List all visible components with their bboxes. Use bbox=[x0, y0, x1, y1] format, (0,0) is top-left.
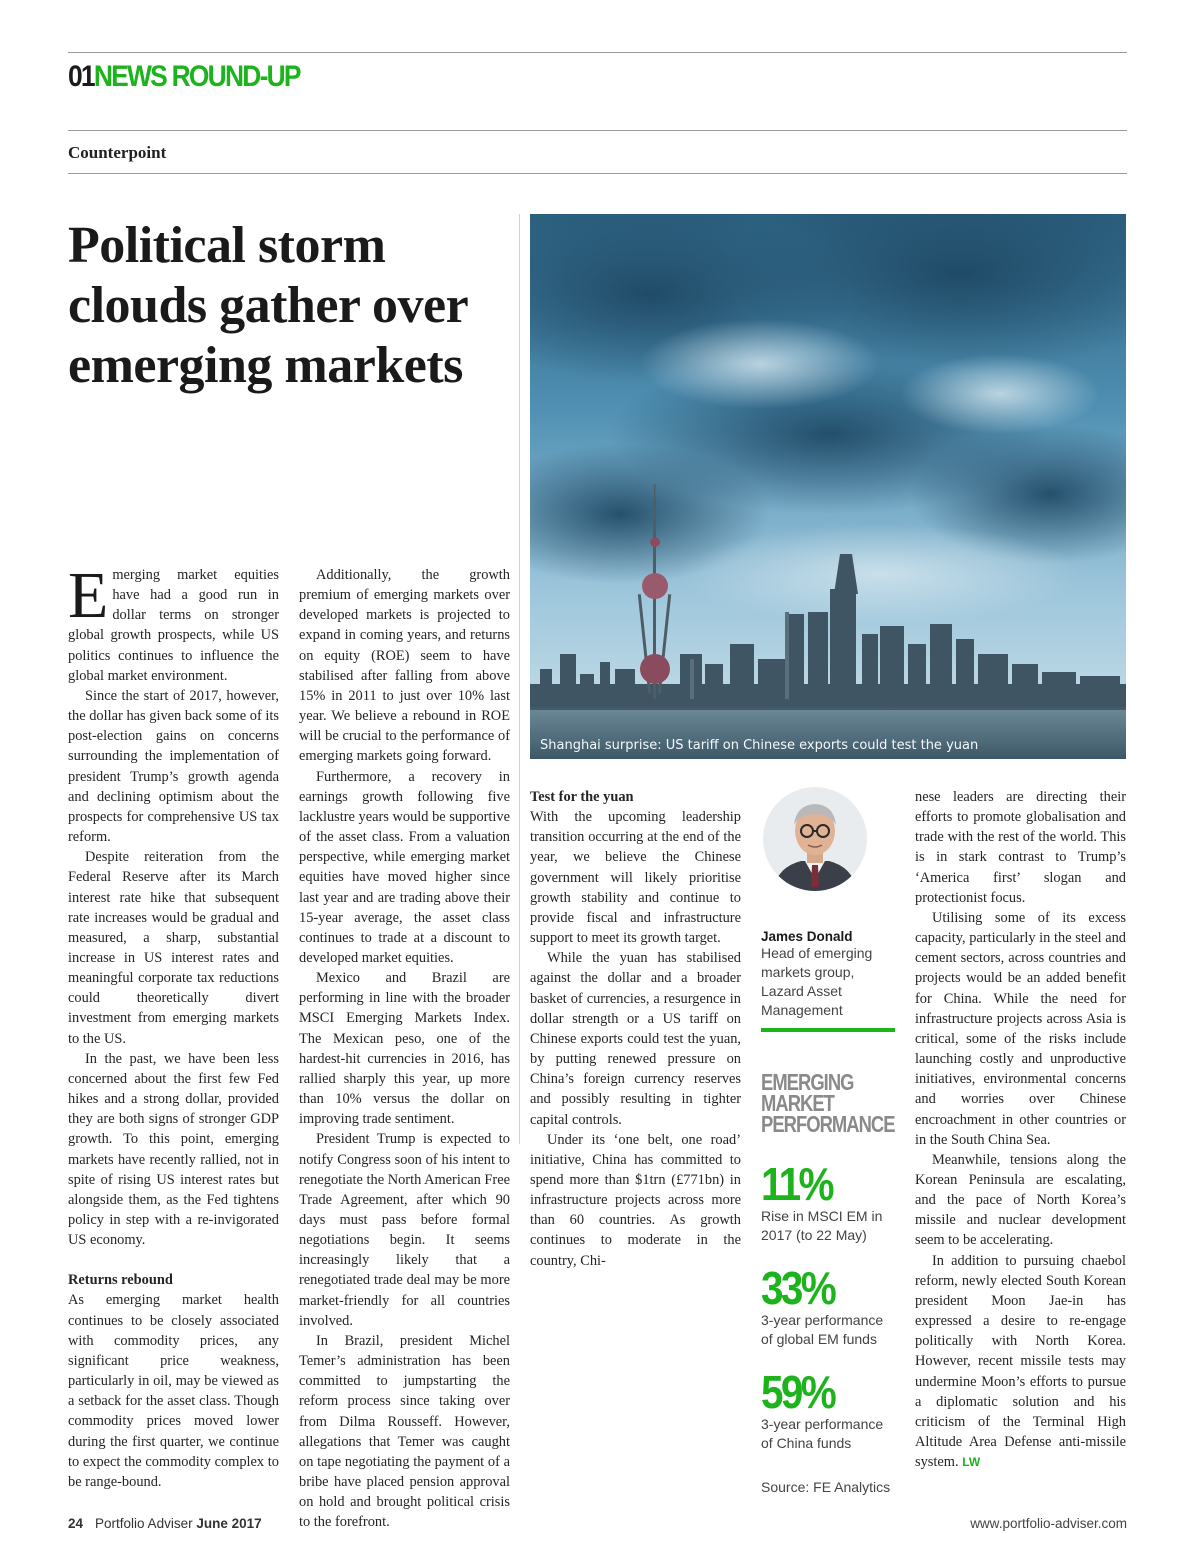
paragraph: In Brazil, president Michel Temer’s administration has been committed to jumpstarting the reform process since taking over from Dilma Rousseff. However, allegations that Temer was caught on tape negotiating the payment of a bribe have placed pension approval on hold and brought political crisis to the forefront. bbox=[299, 1332, 510, 1531]
accent-rule bbox=[761, 1028, 895, 1032]
footer-url: www.portfolio-adviser.com bbox=[970, 1516, 1127, 1531]
paragraph: Additionally, the growth premium of emerging markets over developed markets is projected to expand in coming years, and returns on equity (ROE) seem to have stabilised after falling from above 15% in 2011 to just over 10% last year. We believe a rebound in ROE will be crucial to the performance of emerging markets going forward. bbox=[299, 567, 510, 765]
skyline-photo bbox=[530, 214, 1126, 759]
author-portrait-image bbox=[763, 787, 867, 891]
shanghai-skyline-image bbox=[530, 214, 1126, 759]
section-number: 01 bbox=[68, 60, 94, 93]
subhead-returns-rebound: Returns rebound bbox=[68, 1272, 173, 1289]
signoff: LW bbox=[962, 1455, 981, 1470]
paragraph: Meanwhile, tensions along the Korean Peninsula are escalating, and the pace of North Korea’s missile and nuclear development seem to be accelerating. bbox=[915, 1151, 1126, 1249]
stats-sidebar bbox=[761, 787, 895, 1495]
stat-value: 33% bbox=[761, 1262, 835, 1314]
continued-text: nese leaders are directing their efforts to promote globalisation and trade with the rest of the world. This is in stark contrast to Trump’s ‘America first’ slogan and protectionist focus. bbox=[915, 789, 1126, 906]
paragraph: In addition to pursuing chaebol reform, newly elected South Korean president Moon Jae-in has expressed a desire to re-engage politically with North Korea. However, recent missile tests may undermine Moon’s efforts to pursue a diplomatic solution and his criticism of the Terminal High Altitude Area Defense anti-missile system. LW bbox=[915, 1252, 1126, 1471]
paragraph: As emerging market health continues to be closely associated with commodity prices, any significant price weakness, particularly in oil, may be viewed as a setback for the asset class. Though commodity prices moved lower during the first quarter, we continue to expect the commodity complex to be range-bound. bbox=[68, 1292, 279, 1490]
stat-description: Rise in MSCI EM in 2017 (to 22 May) bbox=[761, 1208, 883, 1243]
paragraph: Under its ‘one belt, one road’ initiative, China has committed to spend more than $1trn (£771bn) in infrastructure projects across more than 60 countries. As growth continues to moderate in the country, Chi- bbox=[530, 1131, 741, 1269]
paragraph: Mexico and Brazil are performing in line with the broader MSCI Emerging Markets Index. The Mexican peso, one of the hardest-hit currencies in 2016, has rallied sharply this year, up more than 10% versus the dollar on improving trade sentiment. bbox=[299, 970, 510, 1128]
stat-item bbox=[761, 1158, 895, 1245]
header-rule bbox=[68, 130, 1127, 131]
body-column-1 bbox=[68, 559, 279, 1492]
stat-value: 11% bbox=[761, 1158, 832, 1210]
footer-left bbox=[68, 1516, 262, 1531]
paragraph bbox=[915, 787, 1126, 908]
stats-source: Source: FE Analytics bbox=[761, 1479, 891, 1495]
subhead-test-for-the-yuan: Test for the yuan bbox=[530, 789, 634, 805]
column-divider bbox=[519, 214, 520, 1144]
paragraph: Utilising some of its excess capacity, particularly in the steel and cement sectors, across countries and projects would be an added benefit for China. While the need for infrastructure projects across Asia is critical, some of the risks include launching costly and unproductive initiatives, environmental concerns and worries over Chinese encroachment in other countries or in the South China Sea. bbox=[915, 909, 1126, 1148]
author-avatar bbox=[763, 787, 867, 891]
stat-description: 3-year performance of global EM funds bbox=[761, 1312, 884, 1347]
stat-item bbox=[761, 1262, 895, 1349]
section-name: NEWS ROUND-UP bbox=[93, 60, 300, 93]
issue-date: June 2017 bbox=[196, 1516, 262, 1531]
paragraph: With the upcoming leadership transition occurring at the end of the year, we believe the Chinese government will likely prioritise growth stability and continue to provide fiscal and infrastructure support to meet its growth target. bbox=[530, 809, 741, 947]
author-role: Head of emerging markets group, Lazard Asset Management bbox=[761, 945, 873, 1018]
paragraph: While the yuan has stabilised against the dollar and a broader basket of currencies, a resurgence in dollar strength or a US tariff on Chinese exports could test the yuan, by putting renewed pressure on China’s foreign currency reserves and possibly resulting in tighter capital controls. bbox=[530, 950, 741, 1128]
dropcap: E bbox=[68, 559, 109, 632]
photo-caption: Shanghai surprise: US tariff on Chinese exports could test the yuan bbox=[540, 738, 979, 753]
author-name: James Donald bbox=[761, 929, 853, 944]
paragraph: In the past, we have been less concerned about the first few Fed hikes and a strong dollar, provided they are both signs of stronger GDP growth. To this point, emerging markets have recently rallied, not in spite of rising US interest rates but alongside them, as the Fed tightens policy in step with a re-invigorated US economy. bbox=[68, 1050, 279, 1249]
publication-name: Portfolio Adviser bbox=[95, 1516, 193, 1531]
stat-value: 59% bbox=[761, 1366, 835, 1418]
intro-paragraph: Emerging market equities have had a good run in dollar terms on stronger global growth prospects, while US politics continues to influence the global market environment. bbox=[68, 559, 279, 684]
stat-description: 3-year performance of China funds bbox=[761, 1416, 884, 1451]
page-number: 24 bbox=[68, 1516, 84, 1531]
headline: Political storm clouds gather over emerging markets bbox=[68, 217, 468, 394]
paragraph: Despite reiteration from the Federal Reserve after its March interest rate hike that subsequent rate increases would be gradual and measured, a sharp, substantial increase in US interest rates and meaningful corporate tax reductions could theoretically divert investment from emerging markets to the US. bbox=[68, 849, 279, 1047]
paragraph: President Trump is expected to notify Congress soon of his intent to renegotiate the North American Free Trade Agreement, after which 90 days must pass before formal negotiations begin. It seems increasingly likely that a renegotiated trade deal may be more market-friendly for all countries involved. bbox=[299, 1131, 510, 1329]
stat-item bbox=[761, 1366, 895, 1453]
body-column-2 bbox=[299, 565, 510, 1533]
body-column-5 bbox=[915, 787, 1126, 1472]
paragraph: Furthermore, a recovery in earnings growth following five lacklustre years would be supportive of the asset class. From a valuation perspective, while emerging market equities have moved higher since last year and are trading above their 15-year average, the asset class continues to trade at a discount to developed market equities. bbox=[299, 768, 511, 966]
section-header bbox=[68, 60, 300, 94]
kicker: Counterpoint bbox=[68, 143, 167, 162]
top-rule bbox=[68, 52, 1127, 53]
body-column-3 bbox=[530, 787, 741, 1271]
stats-title: EMERGING MARKET PERFORMANCE bbox=[761, 1069, 895, 1137]
kicker-rule bbox=[68, 173, 1127, 174]
paragraph: Since the start of 2017, however, the dollar has given back some of its post-election gains on concerns surrounding the implementation of president Trump’s growth agenda and declining optimism about the prospects for comprehensive US tax reform. bbox=[68, 687, 279, 846]
